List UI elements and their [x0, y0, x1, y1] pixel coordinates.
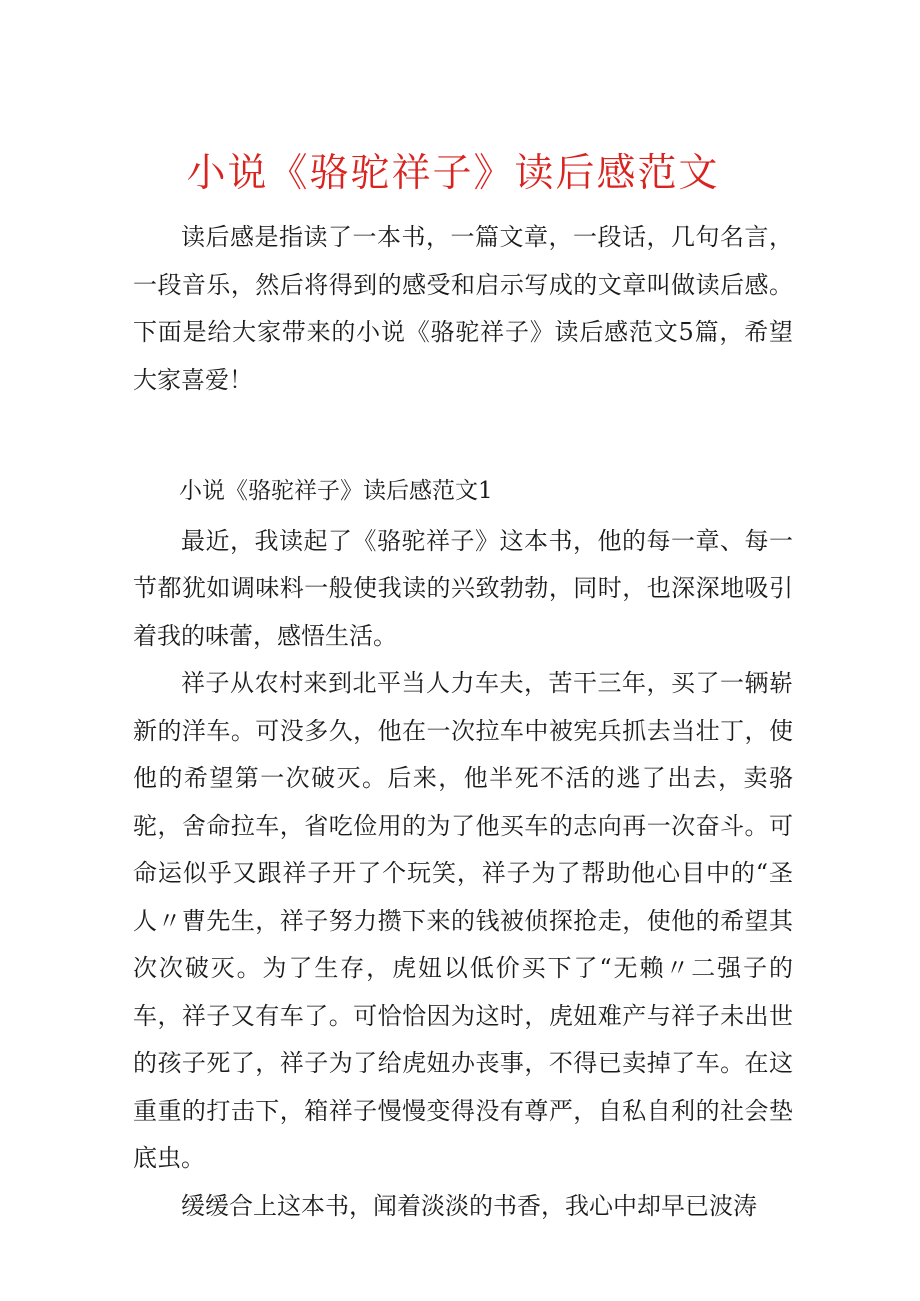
body-paragraph-3: 缓缓合上这本书，闻着淡淡的书香，我心中却早已波涛: [181, 1191, 757, 1220]
intro-paragraph: 读后感是指读了一本书，一篇文章，一段话，几句名言，一段音乐，然后将得到的感受和启示写成的文章叫做读后感。下面是给大家带来的小说《骆驼祥子》读后感范文5篇，希望大家喜爱！: [133, 223, 793, 394]
document-body: [133, 214, 793, 1230]
body-paragraph-1: 最近，我读起了《骆驼祥子》这本书，他的每一章、每一节都犹如调味料一般使我读的兴致勃勃，同时，也深深地吸引着我的味蕾，感悟生活。: [133, 526, 793, 650]
document-title: 小说《骆驼祥子》读后感范文: [186, 151, 720, 196]
body-paragraph-2: 祥子从农村来到北平当人力车夫，苦干三年，买了一辆崭新的洋车。可没多久，他在一次拉车中被宪兵抓去当壮丁，使他的希望第一次破灭。后来，他半死不活的逃了出去，卖骆驼，舍命拉车，省吃俭用的为了他买车的志向再一次奋斗。可命运似乎又跟祥子开了个玩笑，祥子为了帮助他心目中的“圣人〃曹先生，祥子努力攒下来的钱被侦探抢走，使他的希望其次次破灭。为了生存，虎妞以低价买下了“无赖〃二强子的车，祥子又有车了。可恰恰因为这时，虎妞难产与祥子未出世的孩子死了，祥子为了给虎妞办丧事，不得已卖掉了车。在这重重的打击下，箱祥子慢慢变得没有尊严，自私自利的社会垫底虫。: [133, 669, 793, 1172]
section-heading: 小说《骆驼祥子》读后感范文1: [179, 478, 493, 504]
